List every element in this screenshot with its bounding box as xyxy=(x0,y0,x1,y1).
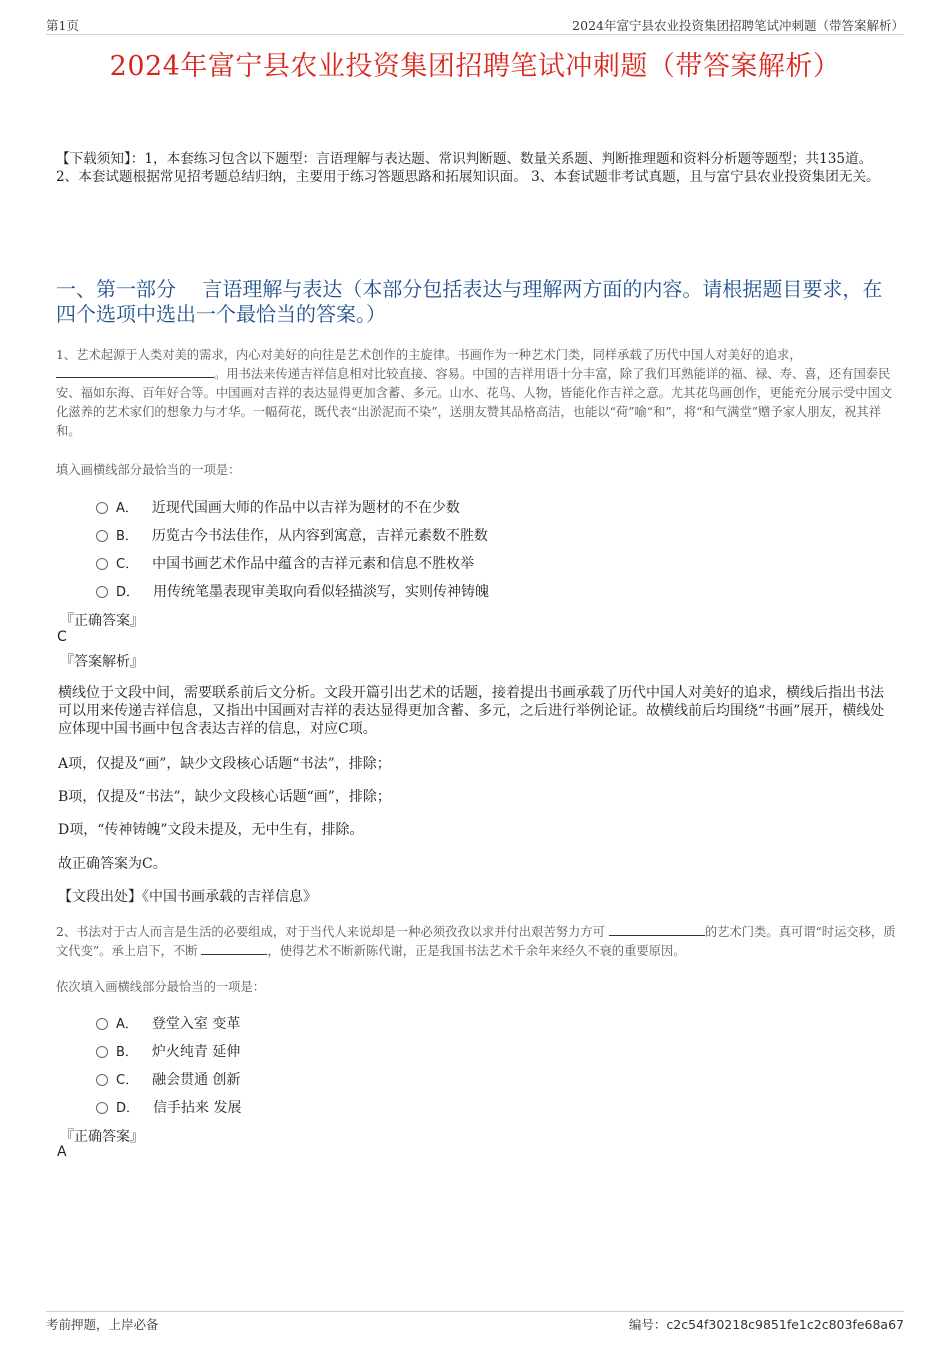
question-1-stem xyxy=(56,346,898,441)
option-letter: C． xyxy=(116,557,139,572)
question-1-analysis-line: B项，仅提及“书法”，缺少文段核心话题“画”，排除； xyxy=(58,789,391,805)
radio-icon[interactable] xyxy=(96,530,108,542)
section-heading: 一、第一部分 言语理解与表达（本部分包括表达与理解两方面的内容。请根据题目要求，在四个选项中选出一个最恰当的答案。） xyxy=(56,277,883,326)
question-1-blank xyxy=(56,365,214,378)
radio-icon[interactable] xyxy=(96,502,108,514)
question-1-analysis-paragraph: 横线位于文段中间，需要联系前后文分析。文段开篇引出艺术的话题，接着提出书画承载了历代中国人对美好的追求，横线后指出书法可以用来传递吉祥信息，又指出中国画对吉祥的表达显得更加含蓄、多元，之后进行举例论证。故横线前后均围绕“书画”展开，横线处应体现中国书画中包含表达吉祥的信息，对应C项。 xyxy=(58,685,885,737)
question-1-source: 【文段出处】《中国书画承载的吉祥信息》 xyxy=(58,889,317,905)
page-number: 第1页 xyxy=(46,18,79,33)
question-2-stem-part-c: ，使得艺术不断新陈代谢，正是我国书法艺术千余年来经久不衰的重要原因。 xyxy=(267,944,686,958)
option-letter: B． xyxy=(116,529,138,544)
question-2-answer-label: 『正确答案』 xyxy=(60,1129,144,1145)
document-title: 2024年富宁县农业投资集团招聘笔试冲刺题（带答案解析） xyxy=(109,51,841,82)
question-2-option-c[interactable] xyxy=(96,1069,241,1089)
question-1-option-a[interactable] xyxy=(96,497,460,517)
radio-icon[interactable] xyxy=(96,1046,108,1058)
header-doc-title: 2024年富宁县农业投资集团招聘笔试冲刺题（带答案解析） xyxy=(572,18,904,33)
radio-icon[interactable] xyxy=(96,586,108,598)
question-2-prompt: 依次填入画横线部分最恰当的一项是： xyxy=(56,980,266,994)
question-2-blank-2 xyxy=(201,942,267,955)
option-text: 融会贯通 创新 xyxy=(152,1072,241,1088)
option-text: 近现代国画大师的作品中以吉祥为题材的不在少数 xyxy=(151,500,460,516)
option-letter: D． xyxy=(116,585,140,600)
question-1-analysis-conclusion: 故正确答案为C。 xyxy=(58,856,167,872)
question-1-stem-part-a: 1、艺术起源于人类对美的需求，内心对美好的向往是艺术创作的主旋律。书画作为一种艺术门类，同样承载了历代中国人对美好的追求， xyxy=(56,348,802,362)
radio-icon[interactable] xyxy=(96,1074,108,1086)
download-notice: 【下载须知】：1，本套练习包含以下题型：言语理解与表达题、常识判断题、数量关系题、判断推理题和资料分析题等题型；共135道。 2、本套试题根据常见招考题总结归纳，主要用于练习答题思路和拓展知识面。 3、本套试题非考试真题，且与富宁县农业投资集团无关。 xyxy=(56,151,880,185)
question-2-option-a[interactable] xyxy=(96,1013,240,1033)
question-1-stem-part-b: 。用书法来传递吉祥信息相对比较直接、容易。中国的吉祥用语十分丰富，除了我们耳熟能详的福、禄、寿、喜，还有国泰民安、福如东海、百年好合等。中国画对吉祥的表达显得更加含蓄、多元。山水、花鸟、人物，皆能化作吉祥之意。尤其花鸟画创作，更能充分展示受中国文化滋养的艺术家们的想象力与才华。一幅荷花，既代表“出淤泥而不染”，送朋友赞其品格高洁，也能以“荷”喻“和”，将“和气满堂”赠予家人朋友，祝其祥和。 xyxy=(56,367,893,438)
question-2-stem xyxy=(56,923,898,961)
option-text: 中国书画艺术作品中蕴含的吉祥元素和信息不胜枚举 xyxy=(152,556,475,572)
option-text: 登堂入室 变革 xyxy=(151,1016,241,1032)
question-1-option-c[interactable] xyxy=(96,553,474,573)
option-text: 历览古今书法佳作，从内容到寓意，吉祥元素数不胜数 xyxy=(151,528,488,544)
question-1-analysis-line: A项，仅提及“画”，缺少文段核心话题“书法”，排除； xyxy=(58,756,391,772)
question-2-option-d[interactable] xyxy=(96,1097,241,1117)
footer-code-value: c2c54f30218c9851fe1c2c803fe68a67 xyxy=(666,1317,904,1332)
footer-code-label: 编号： xyxy=(628,1317,667,1332)
question-1-analysis-label: 『答案解析』 xyxy=(60,654,144,670)
question-2-option-b[interactable] xyxy=(96,1041,240,1061)
footer-slogan: 考前押题，上岸必备 xyxy=(46,1317,159,1332)
question-2-stem-part-a: 2、书法对于古人而言是生活的必要组成，对于当代人来说却是一种必须孜孜以求并付出艰苦努力方可 xyxy=(56,925,605,939)
footer-code xyxy=(629,1315,904,1333)
question-1-option-d[interactable] xyxy=(96,581,489,601)
option-letter: C． xyxy=(116,1073,139,1088)
question-1-answer-label: 『正确答案』 xyxy=(60,613,144,629)
question-2-answer: A xyxy=(57,1144,67,1160)
option-letter: A． xyxy=(116,501,138,516)
option-letter: B． xyxy=(116,1045,138,1060)
radio-icon[interactable] xyxy=(96,1102,108,1114)
option-text: 信手拈来 发展 xyxy=(153,1100,242,1116)
question-2-blank-1 xyxy=(609,923,705,936)
option-text: 用传统笔墨表现审美取向看似轻描淡写，实则传神铸魄 xyxy=(153,584,490,600)
page-footer xyxy=(46,1311,904,1334)
option-text: 炉火纯青 延伸 xyxy=(151,1044,241,1060)
question-1-option-b[interactable] xyxy=(96,525,488,545)
question-1-analysis-line: D项，“传神铸魄”文段未提及，无中生有，排除。 xyxy=(58,822,364,838)
radio-icon[interactable] xyxy=(96,558,108,570)
question-2-stem-part-b: 的艺术门类。真可谓“时运交移，质文代变”。承上启下，不断 xyxy=(56,925,896,958)
option-letter: A． xyxy=(116,1017,138,1032)
page-header xyxy=(46,14,904,35)
question-1-answer: C xyxy=(57,629,67,645)
radio-icon[interactable] xyxy=(96,1018,108,1030)
option-letter: D． xyxy=(116,1101,140,1116)
question-1-prompt: 填入画横线部分最恰当的一项是： xyxy=(56,463,241,477)
